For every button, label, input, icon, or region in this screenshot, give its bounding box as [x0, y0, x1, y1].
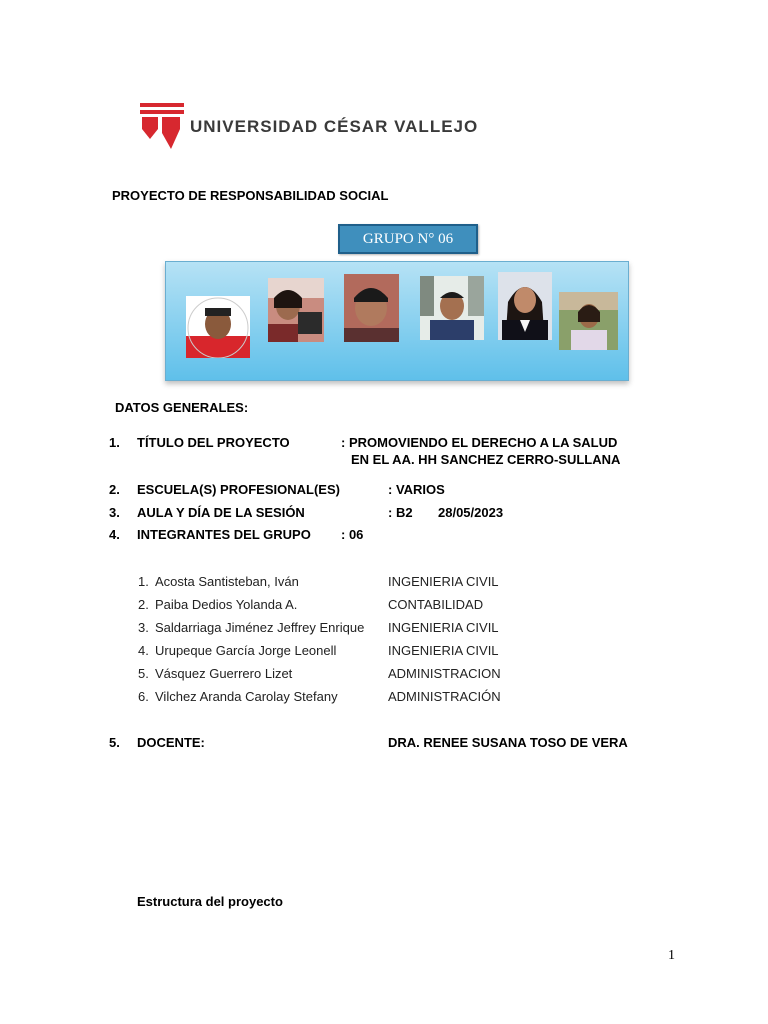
- item-4-label: INTEGRANTES DEL GRUPO: [137, 527, 311, 542]
- item-2-number: 2.: [109, 482, 120, 497]
- docente-number: 5.: [109, 735, 120, 750]
- member-photo-6: [559, 292, 618, 350]
- group-label-box: [338, 224, 478, 254]
- member-4-number: 4.: [138, 643, 149, 658]
- item-3-label: AULA Y DÍA DE LA SESIÓN: [137, 505, 305, 520]
- docente-label: DOCENTE:: [137, 735, 205, 750]
- structure-heading: Estructura del proyecto: [137, 894, 283, 909]
- project-type-title: PROYECTO DE RESPONSABILIDAD SOCIAL: [112, 188, 389, 203]
- docente-value: DRA. RENEE SUSANA TOSO DE VERA: [388, 735, 628, 750]
- member-6-number: 6.: [138, 689, 149, 704]
- member-3-career: INGENIERIA CIVIL: [388, 620, 499, 635]
- item-4-value: : 06: [341, 527, 364, 542]
- member-5-number: 5.: [138, 666, 149, 681]
- member-1-number: 1.: [138, 574, 149, 589]
- member-1-name: Acosta Santisteban, Iván: [155, 574, 299, 589]
- member-4-career: INGENIERIA CIVIL: [388, 643, 499, 658]
- member-6-career: ADMINISTRACIÓN: [388, 689, 501, 704]
- member-photo-5: [498, 272, 552, 340]
- member-1-career: INGENIERIA CIVIL: [388, 574, 499, 589]
- item-1-value-line2: EN EL AA. HH SANCHEZ CERRO-SULLANA: [351, 452, 621, 467]
- page-number: 1: [668, 948, 675, 963]
- item-3-date: 28/05/2023: [438, 505, 504, 520]
- member-5-name: Vásquez Guerrero Lizet: [155, 666, 293, 681]
- member-2-number: 2.: [138, 597, 149, 612]
- group-photo-band: [165, 261, 629, 381]
- group-label: GRUPO N° 06: [362, 230, 454, 247]
- member-6-name: Vilchez Aranda Carolay Stefany: [155, 689, 338, 704]
- item-4-number: 4.: [109, 527, 120, 542]
- member-5-career: ADMINISTRACION: [388, 666, 501, 681]
- general-data-heading: DATOS GENERALES:: [115, 400, 249, 415]
- ucv-shield-icon: [140, 103, 184, 149]
- member-2-name: Paiba Dedios Yolanda A.: [155, 597, 298, 612]
- item-2-label: ESCUELA(S) PROFESIONAL(ES): [137, 482, 340, 497]
- member-4-name: Urupeque García Jorge Leonell: [155, 643, 337, 658]
- member-3-number: 3.: [138, 620, 149, 635]
- university-name: UNIVERSIDAD CÉSAR VALLEJO: [190, 117, 479, 136]
- item-1-label: TÍTULO DEL PROYECTO: [137, 435, 290, 450]
- item-3-number: 3.: [109, 505, 120, 520]
- item-1-value-line1: : PROMOVIENDO EL DERECHO A LA SALUD: [341, 435, 618, 450]
- member-photo-4: [420, 276, 484, 340]
- item-1-number: 1.: [109, 435, 120, 450]
- item-3-value: : B2: [388, 505, 413, 520]
- member-photo-3: [344, 274, 399, 342]
- member-2-career: CONTABILIDAD: [388, 597, 484, 612]
- item-2-value: : VARIOS: [388, 482, 445, 497]
- member-photo-2: [268, 278, 324, 342]
- member-3-name: Saldarriaga Jiménez Jeffrey Enrique: [155, 620, 365, 635]
- member-photo-1: [186, 296, 250, 358]
